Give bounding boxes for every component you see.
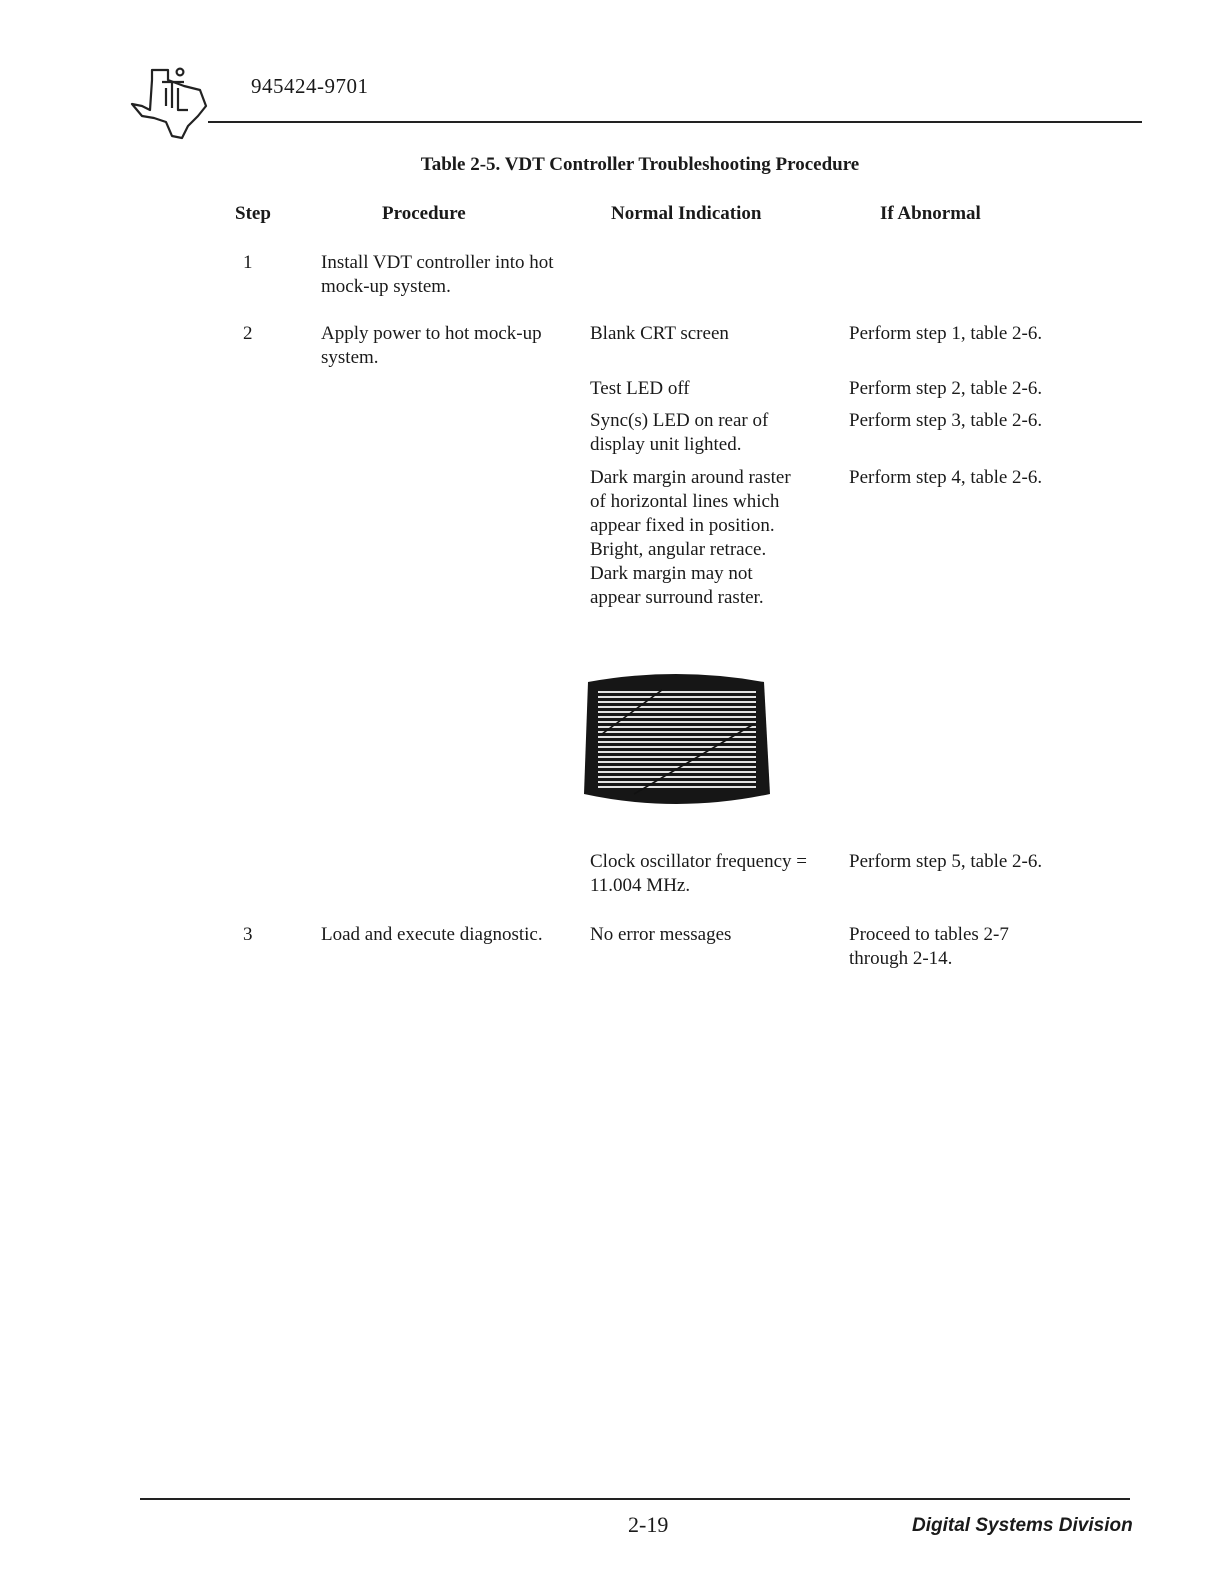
- abnormal-action-step-2: Perform step 2, table 2-6.: [849, 378, 1043, 399]
- step-number-3: 3: [243, 924, 253, 945]
- header-rule: [208, 121, 1142, 123]
- normal-indication-sync-led: Sync(s) LED on rear of display unit lighted.: [590, 410, 769, 455]
- crt-raster-illustration: [576, 666, 776, 814]
- normal-indication-no-errors: No error messages: [590, 924, 732, 945]
- abnormal-action-step-4: Perform step 4, table 2-6.: [849, 467, 1043, 488]
- abnormal-action-proceed: Proceed to tables 2-7 through 2-14.: [849, 924, 1009, 969]
- step-number-1: 1: [243, 252, 253, 273]
- procedure-step-3: Load and execute diagnostic.: [321, 924, 543, 945]
- document-number: 945424-9701: [251, 74, 369, 98]
- column-header-procedure: Procedure: [382, 203, 466, 224]
- column-header-if-abnormal: If Abnormal: [880, 203, 981, 224]
- division-name: Digital Systems Division: [912, 1515, 1133, 1536]
- page-number: 2-19: [628, 1512, 669, 1537]
- procedure-step-2: Apply power to hot mock-up system.: [321, 323, 542, 368]
- column-header-normal-indication: Normal Indication: [611, 203, 762, 224]
- normal-indication-clock-frequency: Clock oscillator frequency = 11.004 MHz.: [590, 851, 808, 896]
- column-header-step: Step: [235, 203, 271, 224]
- abnormal-action-step-1: Perform step 1, table 2-6.: [849, 323, 1043, 344]
- normal-indication-blank-crt: Blank CRT screen: [590, 323, 729, 344]
- abnormal-action-step-5: Perform step 5, table 2-6.: [849, 851, 1043, 872]
- ti-logo-icon: [128, 66, 208, 142]
- procedure-step-1: Install VDT controller into hot mock-up system.: [321, 252, 554, 297]
- abnormal-action-step-3: Perform step 3, table 2-6.: [849, 410, 1043, 431]
- footer-rule: [140, 1498, 1130, 1500]
- step-number-2: 2: [243, 323, 253, 344]
- table-title: Table 2-5. VDT Controller Troubleshooting Procedure: [420, 154, 860, 175]
- normal-indication-test-led: Test LED off: [590, 378, 690, 399]
- normal-indication-raster: Dark margin around raster of horizontal lines which appear fixed in position. Bright, angular retrace. Dark margin may not appear surround raster.: [590, 467, 791, 608]
